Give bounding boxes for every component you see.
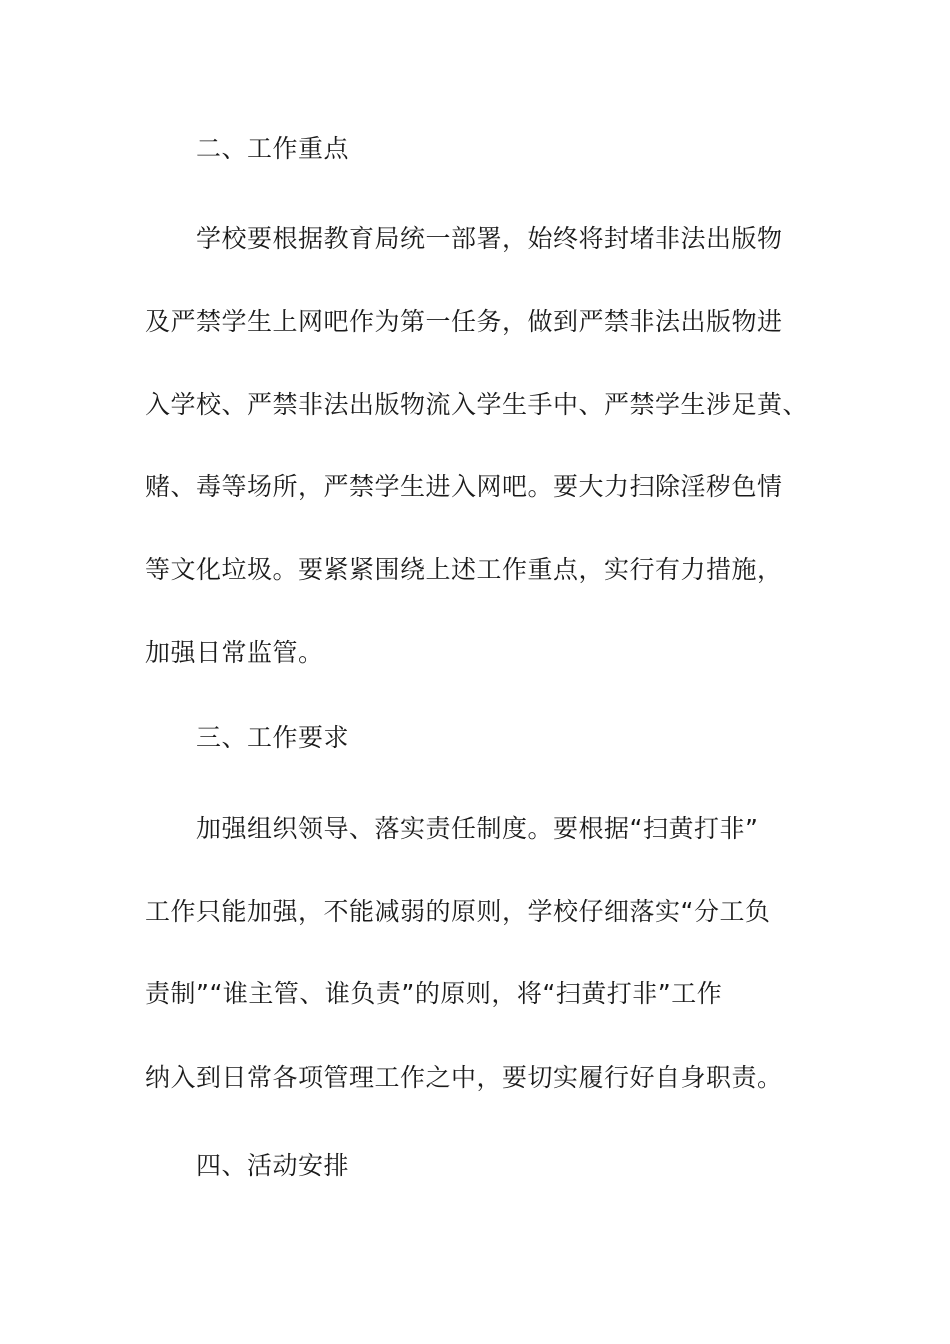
section-heading-4: 四、活动安排 [196, 1151, 350, 1180]
paragraph-line: 等文化垃圾。要紧紧围绕上述工作重点，实行有力措施， [145, 555, 783, 584]
paragraph-line: 赌、毒等场所，严禁学生进入网吧。要大力扫除淫秽色情 [145, 472, 783, 501]
paragraph-line: 学校要根据教育局统一部署，始终将封堵非法出版物 [196, 224, 783, 253]
paragraph-line: 及严禁学生上网吧作为第一任务，做到严禁非法出版物进 [145, 307, 783, 336]
paragraph-line: 加强日常监管。 [145, 638, 324, 667]
paragraph-line: 纳入到日常各项管理工作之中，要切实履行好自身职责。 [145, 1063, 783, 1092]
section-heading-2: 二、工作重点 [196, 134, 350, 163]
section-heading-3: 三、工作要求 [196, 723, 350, 752]
paragraph-line: 加强组织领导、落实责任制度。要根据“扫黄打非” [196, 814, 759, 843]
paragraph-line: 工作只能加强，不能减弱的原则，学校仔细落实“分工负 [145, 897, 771, 926]
paragraph-line: 入学校、严禁非法出版物流入学生手中、严禁学生涉足黄、 [145, 390, 809, 419]
paragraph-line: 责制”“谁主管、谁负责”的原则，将“扫黄打非”工作 [145, 979, 723, 1008]
